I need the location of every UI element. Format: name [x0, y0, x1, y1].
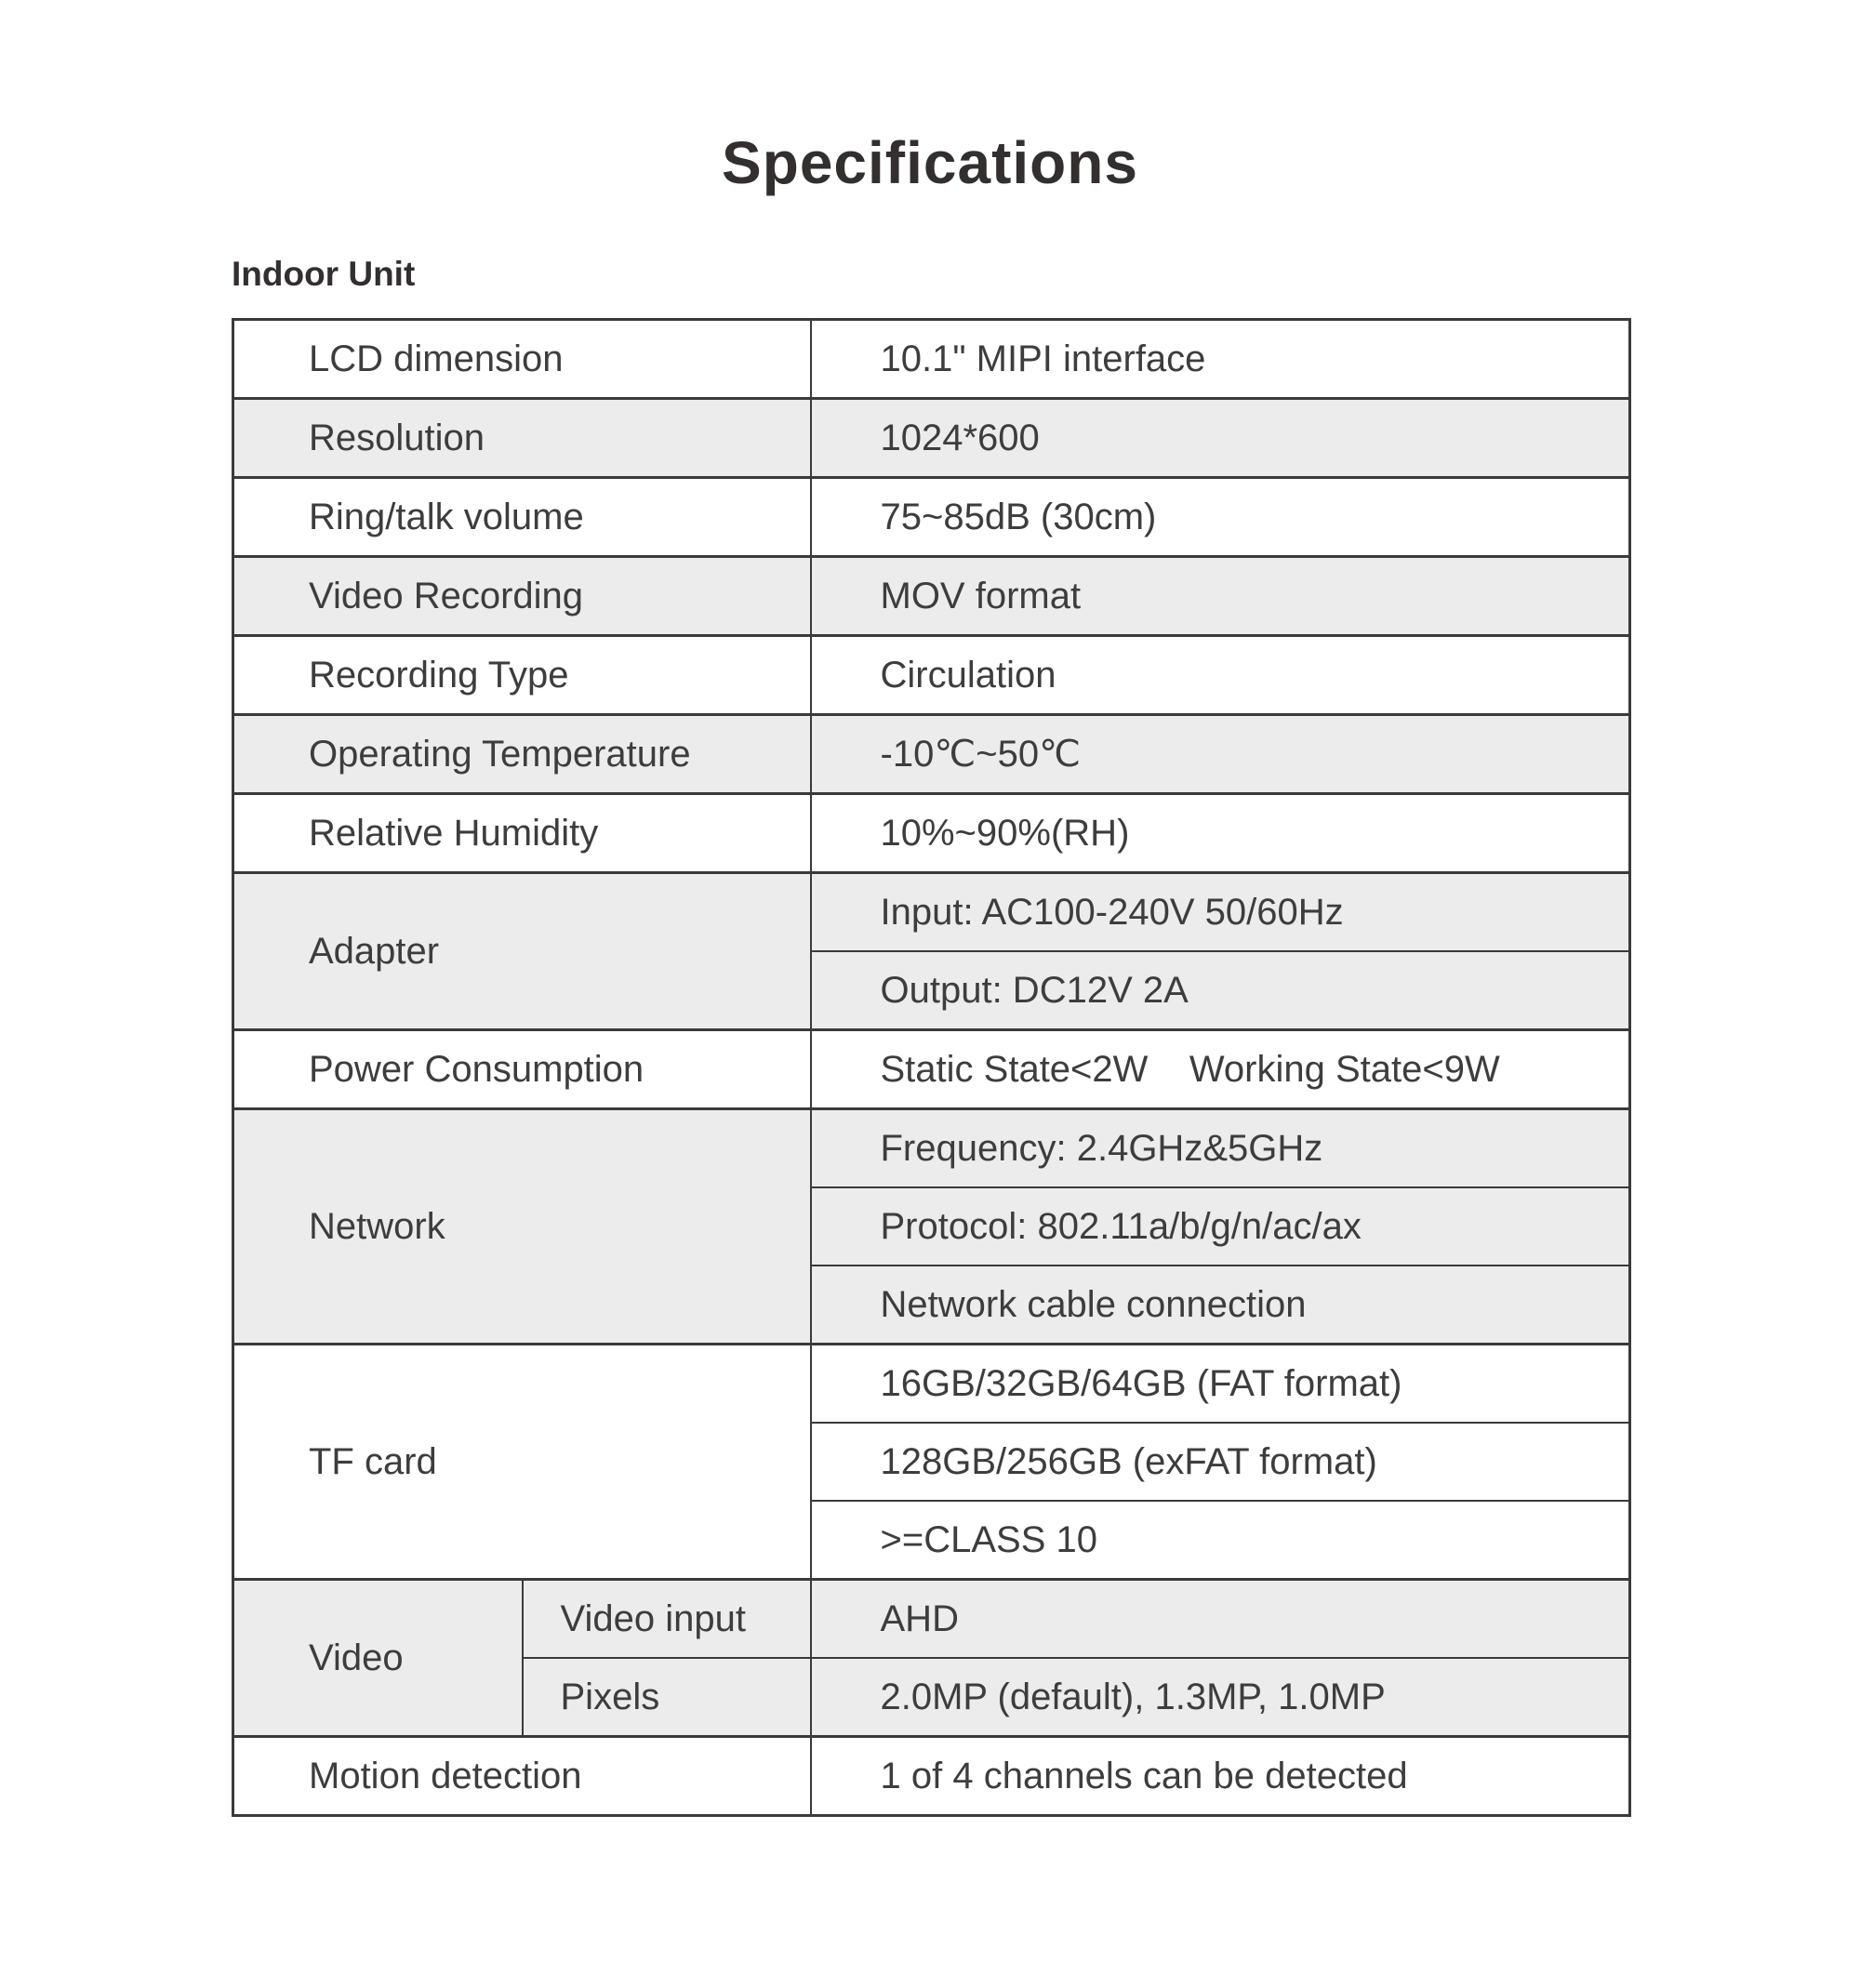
- section-heading: Indoor Unit: [232, 255, 416, 293]
- table-row: [233, 1109, 1630, 1188]
- spec-sublabel: Video input: [523, 1580, 811, 1659]
- spec-label: Video Recording: [233, 557, 811, 636]
- spec-value: 10%~90%(RH): [811, 794, 1630, 873]
- spec-value: -10℃~50℃: [811, 715, 1630, 794]
- table-row: [233, 320, 1630, 399]
- spec-value: Output: DC12V 2A: [811, 951, 1630, 1030]
- spec-value: 1 of 4 channels can be detected: [811, 1737, 1630, 1816]
- spec-value: 75~85dB (30cm): [811, 478, 1630, 557]
- spec-value: Circulation: [811, 636, 1630, 715]
- spec-value: Frequency: 2.4GHz&5GHz: [811, 1109, 1630, 1188]
- spec-value: AHD: [811, 1580, 1630, 1659]
- spec-value: Input: AC100-240V 50/60Hz: [811, 873, 1630, 952]
- spec-label: Motion detection: [233, 1737, 811, 1816]
- spec-label: Network: [233, 1109, 811, 1345]
- spec-label: Relative Humidity: [233, 794, 811, 873]
- table-row: [233, 399, 1630, 478]
- spec-label: TF card: [233, 1345, 811, 1580]
- spec-value: 10.1" MIPI interface: [811, 320, 1630, 399]
- spec-value: 128GB/256GB (exFAT format): [811, 1423, 1630, 1501]
- spec-value: 1024*600: [811, 399, 1630, 478]
- page-title: Specifications: [722, 129, 1138, 196]
- table-row: [233, 636, 1630, 715]
- spec-sublabel: Pixels: [523, 1658, 811, 1737]
- table-row: [233, 794, 1630, 873]
- spec-value: Protocol: 802.11a/b/g/n/ac/ax: [811, 1187, 1630, 1266]
- spec-label: Resolution: [233, 399, 811, 478]
- spec-value: 16GB/32GB/64GB (FAT format): [811, 1345, 1630, 1424]
- specifications-table: [232, 318, 1631, 1817]
- table-row: [233, 1580, 1630, 1659]
- spec-value: MOV format: [811, 557, 1630, 636]
- spec-label: Adapter: [233, 873, 811, 1030]
- spec-label: Power Consumption: [233, 1030, 811, 1109]
- spec-label: LCD dimension: [233, 320, 811, 399]
- spec-value: 2.0MP (default), 1.3MP, 1.0MP: [811, 1658, 1630, 1737]
- spec-label: Ring/talk volume: [233, 478, 811, 557]
- spec-label: Video: [233, 1580, 523, 1737]
- table-row: [233, 478, 1630, 557]
- table-row: [233, 715, 1630, 794]
- table-row: [233, 557, 1630, 636]
- table-row: [233, 873, 1630, 952]
- table-row: [233, 1030, 1630, 1109]
- spec-label: Recording Type: [233, 636, 811, 715]
- table-row: [233, 1345, 1630, 1424]
- spec-value: >=CLASS 10: [811, 1501, 1630, 1580]
- spec-value: Network cable connection: [811, 1266, 1630, 1345]
- table-row: [233, 1737, 1630, 1816]
- spec-value: Static State<2W Working State<9W: [811, 1030, 1630, 1109]
- spec-label: Operating Temperature: [233, 715, 811, 794]
